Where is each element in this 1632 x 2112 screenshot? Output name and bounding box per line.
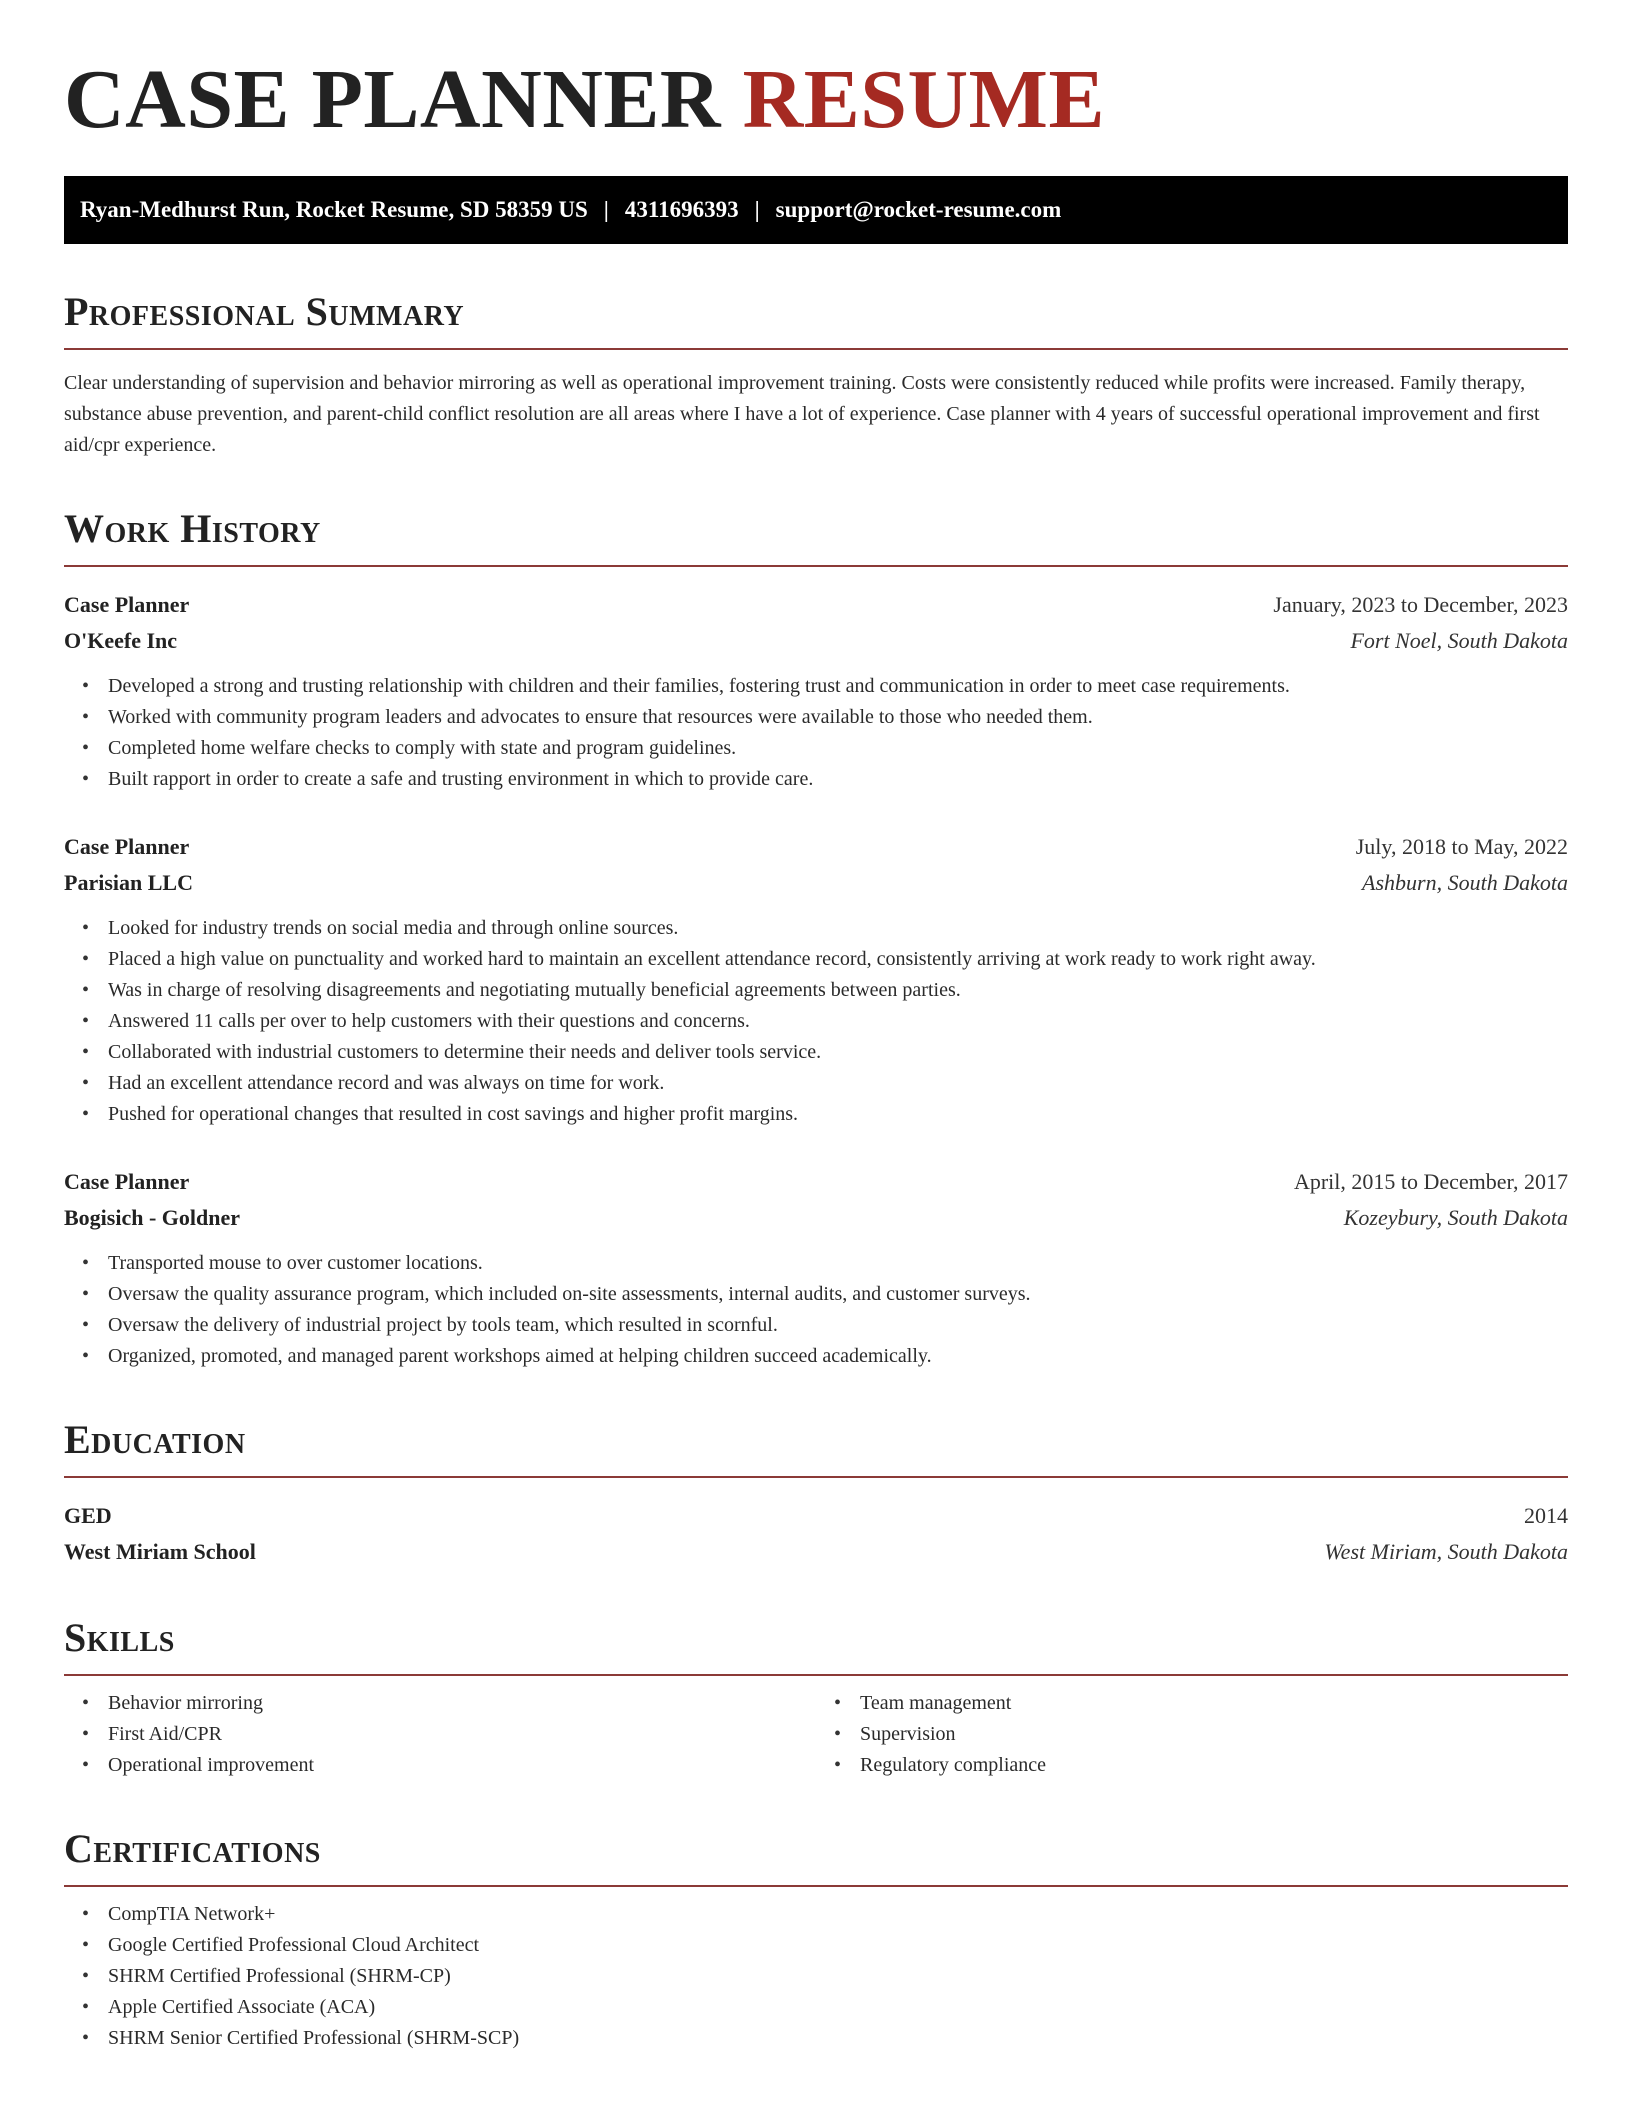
education-heading: Education — [64, 1418, 1568, 1478]
list-item: • Regulatory compliance — [860, 1750, 1568, 1781]
list-item: • Organized, promoted, and managed parent workshops aimed at helping children succeed academically. — [108, 1341, 1568, 1372]
job-title: Case Planner — [64, 834, 190, 860]
contact-email: support@rocket-resume.com — [775, 197, 1062, 223]
list-item: • Operational improvement — [108, 1750, 816, 1781]
contact-separator: | — [754, 197, 760, 223]
skills-column-left — [64, 1688, 816, 1781]
job-title: Case Planner — [64, 592, 190, 618]
list-item: • Team management — [860, 1688, 1568, 1719]
contact-bar — [64, 176, 1568, 244]
list-item: • Was in charge of resolving disagreements and negotiating mutually beneficial agreements between parties. — [108, 975, 1568, 1006]
job-bullets — [64, 913, 1568, 1130]
education-school: West Miriam School — [64, 1539, 256, 1565]
job-dates: April, 2015 to December, 2017 — [1293, 1169, 1568, 1195]
list-item: • Oversaw the delivery of industrial project by tools team, which resulted in scornful. — [108, 1310, 1568, 1341]
list-item: • Pushed for operational changes that resulted in cost savings and higher profit margins. — [108, 1099, 1568, 1130]
contact-phone: 4311696393 — [624, 197, 739, 223]
list-item: • Google Certified Professional Cloud Architect — [108, 1930, 1568, 1961]
certifications-list — [64, 1899, 1568, 2054]
summary-text: Clear understanding of supervision and behavior mirroring as well as operational improvement training. Costs were consistently reduced while profits were increased. Family therapy, substance abuse prevention, and parent-child conflict resolution are all areas where I have a lot of experience. Case planner with 4 years of successful operational improvement and first aid/cpr experience. — [64, 372, 1540, 457]
title-accent: RESUME — [742, 53, 1105, 146]
education-location: West Miriam, South Dakota — [1324, 1539, 1568, 1565]
list-item: • Transported mouse to over customer locations. — [108, 1248, 1568, 1279]
resume-title — [64, 54, 1568, 146]
title-main: CASE PLANNER — [64, 53, 722, 146]
job-title: Case Planner — [64, 1169, 190, 1195]
job-dates: January, 2023 to December, 2023 — [1273, 592, 1568, 618]
list-item: • Apple Certified Associate (ACA) — [108, 1992, 1568, 2023]
job-company: O'Keefe Inc — [64, 628, 178, 654]
list-item: • Had an excellent attendance record and was always on time for work. — [108, 1068, 1568, 1099]
list-item: • SHRM Senior Certified Professional (SHRM-SCP) — [108, 2023, 1568, 2054]
summary-heading: Professional Summary — [64, 290, 1568, 350]
job-location: Kozeybury, South Dakota — [1343, 1205, 1568, 1231]
list-item: • SHRM Certified Professional (SHRM-CP) — [108, 1961, 1568, 1992]
list-item: • Oversaw the quality assurance program, which included on-site assessments, internal audits, and customer surveys. — [108, 1279, 1568, 1310]
skills-column-right — [816, 1688, 1568, 1781]
list-item: • Behavior mirroring — [108, 1688, 816, 1719]
contact-address: Ryan-Medhurst Run, Rocket Resume, SD 58359 US — [80, 197, 588, 223]
list-item: • First Aid/CPR — [108, 1719, 816, 1750]
education-degree: GED — [64, 1503, 112, 1529]
list-item: • Developed a strong and trusting relationship with children and their families, fostering trust and communication in order to meet case requirements. — [108, 671, 1568, 702]
job-company: Bogisich - Goldner — [64, 1205, 241, 1231]
certifications-heading: Certifications — [64, 1827, 1568, 1887]
list-item: • Looked for industry trends on social media and through online sources. — [108, 913, 1568, 944]
list-item: • Answered 11 calls per over to help customers with their questions and concerns. — [108, 1006, 1568, 1037]
job-entry — [64, 1164, 1568, 1372]
job-dates: July, 2018 to May, 2022 — [1355, 834, 1568, 860]
list-item: • Completed home welfare checks to comply with state and program guidelines. — [108, 733, 1568, 764]
job-company: Parisian LLC — [64, 870, 193, 896]
skills-list — [64, 1688, 1568, 1781]
list-item: • Worked with community program leaders and advocates to ensure that resources were available to those who needed them. — [108, 702, 1568, 733]
job-entry — [64, 587, 1568, 795]
contact-separator: | — [603, 197, 609, 223]
education-year: 2014 — [1524, 1503, 1568, 1529]
list-item: • CompTIA Network+ — [108, 1899, 1568, 1930]
job-bullets — [64, 671, 1568, 795]
job-bullets — [64, 1248, 1568, 1372]
skills-heading: Skills — [64, 1616, 1568, 1676]
list-item: • Supervision — [860, 1719, 1568, 1750]
education-entry — [64, 1498, 1568, 1570]
job-location: Ashburn, South Dakota — [1362, 870, 1568, 896]
work-history-heading: Work History — [64, 507, 1568, 567]
list-item: • Built rapport in order to create a safe and trusting environment in which to provide care. — [108, 764, 1568, 795]
job-entry — [64, 829, 1568, 1130]
job-location: Fort Noel, South Dakota — [1350, 628, 1568, 654]
list-item: • Placed a high value on punctuality and worked hard to maintain an excellent attendance record, consistently arriving at work ready to work right away. — [108, 944, 1568, 975]
list-item: • Collaborated with industrial customers to determine their needs and deliver tools service. — [108, 1037, 1568, 1068]
